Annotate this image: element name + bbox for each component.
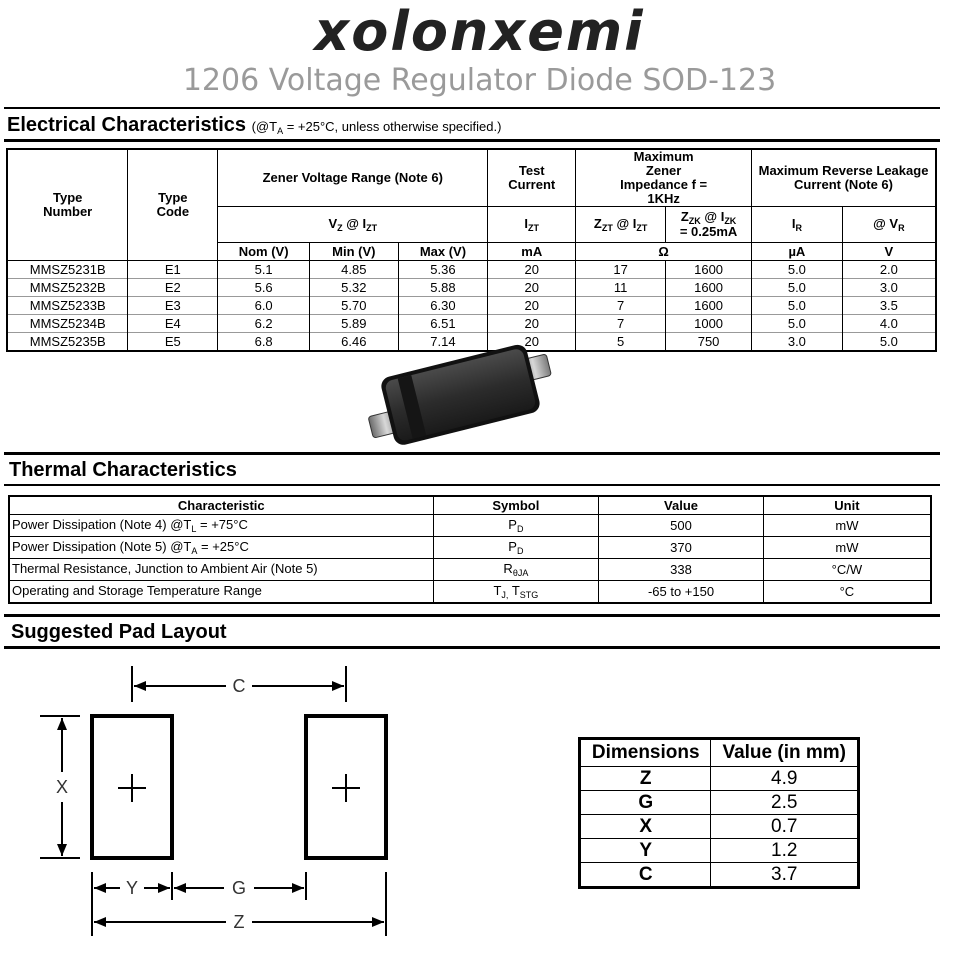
electrical-section-title: Electrical Characteristics ($@T_A = +25^\circ C$, unless otherwise specified.) — [7, 114, 502, 136]
electrical-cell: 3.5 — [842, 297, 936, 315]
electrical-cell: 11 — [576, 279, 666, 297]
electrical-cell: 17 — [576, 261, 666, 279]
dimensions-header-value: Value (in mm) — [711, 739, 859, 767]
dimensions-row — [580, 791, 859, 815]
thermal-characteristic-cell: Operating and Storage Temperature Range — [9, 581, 433, 604]
thermal-symbol-cell: $R_{\theta JA}$ — [433, 559, 599, 581]
electrical-cell: MMSZ5235B — [7, 333, 128, 352]
header-zzt-at-izt: $Z_{ZT}$ @ $I_{ZT}$ — [576, 207, 666, 243]
electrical-cell: 1600 — [666, 279, 752, 297]
electrical-cell: 3.0 — [752, 333, 843, 352]
thermal-header-symbol: Symbol — [433, 496, 599, 515]
electrical-cell: 5.0 — [752, 279, 843, 297]
brand-logo-text: xolonxemi — [314, 0, 645, 63]
pad-layout-diagram — [30, 660, 410, 950]
thermal-characteristic-cell: Power Dissipation (Note 4) $@T_L = +75^\circ C$ — [9, 515, 433, 537]
section-divider — [4, 484, 940, 486]
electrical-cell: 6.46 — [309, 333, 398, 352]
dimension-name-cell: Z — [580, 767, 711, 791]
electrical-cell: 7 — [576, 315, 666, 333]
header-unit-ua: µA — [752, 243, 843, 261]
electrical-cell: MMSZ5231B — [7, 261, 128, 279]
header-ir: $I_R$ — [752, 207, 843, 243]
electrical-conditions-note: ($@T_A = +25^\circ C$, unless otherwise specified.) — [251, 119, 502, 136]
electrical-cell: 5.70 — [309, 297, 398, 315]
electrical-cell: E5 — [128, 333, 218, 352]
header-izt: $I_{ZT}$ — [488, 207, 576, 243]
section-divider — [4, 452, 940, 455]
dimension-value-cell: 3.7 — [711, 863, 859, 888]
electrical-cell: 20 — [488, 297, 576, 315]
dimension-value-cell: 4.9 — [711, 767, 859, 791]
dimensions-header-name: Dimensions — [580, 739, 711, 767]
electrical-row — [7, 315, 936, 333]
electrical-cell: 20 — [488, 279, 576, 297]
electrical-cell: 4.0 — [842, 315, 936, 333]
thermal-header-characteristic: Characteristic — [9, 496, 433, 515]
header-unit-v: V — [842, 243, 936, 261]
electrical-cell: 7.14 — [398, 333, 488, 352]
electrical-cell: 6.8 — [218, 333, 310, 352]
header-type-code: Type Code — [128, 149, 218, 261]
header-at-vr: @ $V_R$ — [842, 207, 936, 243]
header-unit-ohm: Ω — [576, 243, 752, 261]
thermal-row — [9, 581, 931, 604]
thermal-header-value: Value — [599, 496, 764, 515]
thermal-characteristics-table — [8, 495, 932, 604]
dimension-name-cell: X — [580, 815, 711, 839]
electrical-cell: 6.0 — [218, 297, 310, 315]
electrical-cell: 5 — [576, 333, 666, 352]
thermal-symbol-cell: $T_{J,}$ $T_{STG}$ — [433, 581, 599, 604]
header-zzk-at-izk: $Z_{ZK}$ @ $I_{ZK}$ = 0.25mA — [666, 207, 752, 243]
section-divider — [4, 139, 940, 142]
electrical-cell: 20 — [488, 261, 576, 279]
header-max-leakage: Maximum Reverse Leakage Current (Note 6) — [752, 149, 936, 207]
electrical-cell: E4 — [128, 315, 218, 333]
header-type-number: Type Number — [7, 149, 128, 261]
dimension-name-cell: C — [580, 863, 711, 888]
electrical-cell: E2 — [128, 279, 218, 297]
electrical-row — [7, 297, 936, 315]
electrical-cell: 6.2 — [218, 315, 310, 333]
thermal-unit-cell: mW — [763, 515, 931, 537]
electrical-cell: 750 — [666, 333, 752, 352]
electrical-cell: 5.0 — [752, 297, 843, 315]
electrical-cell: 1000 — [666, 315, 752, 333]
electrical-cell: 4.85 — [309, 261, 398, 279]
electrical-cell: 5.0 — [752, 315, 843, 333]
thermal-row — [9, 559, 931, 581]
thermal-unit-cell: °C/W — [763, 559, 931, 581]
thermal-characteristic-cell: Power Dissipation (Note 5) $@T_A = +25^\circ C$ — [9, 537, 433, 559]
electrical-cell: 5.0 — [752, 261, 843, 279]
thermal-header-unit: Unit — [763, 496, 931, 515]
sod123-diode-image — [360, 342, 560, 452]
electrical-cell: E3 — [128, 297, 218, 315]
thermal-row — [9, 537, 931, 559]
thermal-unit-cell: °C — [763, 581, 931, 604]
g-dimension-label: G — [231, 878, 247, 898]
dimension-name-cell: G — [580, 791, 711, 815]
electrical-cell: 7 — [576, 297, 666, 315]
header-test-current: Test Current — [488, 149, 576, 207]
electrical-cell: 6.30 — [398, 297, 488, 315]
header-vz-at-izt: $V_Z$ @ $I_{ZT}$ — [218, 207, 488, 243]
electrical-cell: 5.89 — [309, 315, 398, 333]
dimensions-row — [580, 767, 859, 791]
electrical-cell: MMSZ5232B — [7, 279, 128, 297]
header-unit-ma: mA — [488, 243, 576, 261]
thermal-value-cell: 338 — [599, 559, 764, 581]
electrical-row — [7, 279, 936, 297]
header-min: Min (V) — [309, 243, 398, 261]
electrical-row — [7, 261, 936, 279]
electrical-cell: 1600 — [666, 261, 752, 279]
header-nom: Nom (V) — [218, 243, 310, 261]
c-dimension-label: C — [232, 676, 246, 696]
thermal-symbol-cell: $P_D$ — [433, 537, 599, 559]
x-dimension-label: X — [55, 777, 69, 797]
electrical-cell: 2.0 — [842, 261, 936, 279]
thermal-value-cell: -65 to +150 — [599, 581, 764, 604]
electrical-cell: 5.36 — [398, 261, 488, 279]
thermal-row — [9, 515, 931, 537]
electrical-cell: 5.88 — [398, 279, 488, 297]
electrical-cell: 1600 — [666, 297, 752, 315]
dimension-name-cell: Y — [580, 839, 711, 863]
electrical-cell: 3.0 — [842, 279, 936, 297]
dimensions-row — [580, 863, 859, 888]
dimension-value-cell: 0.7 — [711, 815, 859, 839]
thermal-value-cell: 370 — [599, 537, 764, 559]
electrical-cell: 5.0 — [842, 333, 936, 352]
thermal-value-cell: 500 — [599, 515, 764, 537]
electrical-cell: 20 — [488, 333, 576, 352]
pad-layout-section-title: Suggested Pad Layout — [11, 621, 227, 643]
header-zener-range: Zener Voltage Range (Note 6) — [218, 149, 488, 207]
y-dimension-label: Y — [125, 878, 139, 898]
thermal-section-title: Thermal Characteristics — [9, 459, 237, 481]
dimensions-row — [580, 839, 859, 863]
electrical-cell: 5.32 — [309, 279, 398, 297]
electrical-cell: 5.1 — [218, 261, 310, 279]
electrical-cell: E1 — [128, 261, 218, 279]
electrical-cell: 20 — [488, 315, 576, 333]
z-dimension-label: Z — [233, 912, 245, 932]
electrical-cell: 6.51 — [398, 315, 488, 333]
dimensions-table — [578, 737, 860, 889]
header-max-impedance: Maximum Zener Impedance f = 1KHz — [576, 149, 752, 207]
page-subtitle: 1206 Voltage Regulator Diode SOD-123 — [182, 63, 777, 98]
thermal-symbol-cell: $P_D$ — [433, 515, 599, 537]
electrical-characteristics-table — [6, 148, 937, 352]
dimension-value-cell: 1.2 — [711, 839, 859, 863]
electrical-cell: 5.6 — [218, 279, 310, 297]
electrical-cell: MMSZ5234B — [7, 315, 128, 333]
section-divider — [4, 107, 940, 109]
dimension-value-cell: 2.5 — [711, 791, 859, 815]
section-divider — [4, 614, 940, 617]
dimensions-row — [580, 815, 859, 839]
thermal-unit-cell: mW — [763, 537, 931, 559]
electrical-cell: MMSZ5233B — [7, 297, 128, 315]
section-divider — [4, 646, 940, 649]
thermal-characteristic-cell: Thermal Resistance, Junction to Ambient Air (Note 5) — [9, 559, 433, 581]
header-max: Max (V) — [398, 243, 488, 261]
